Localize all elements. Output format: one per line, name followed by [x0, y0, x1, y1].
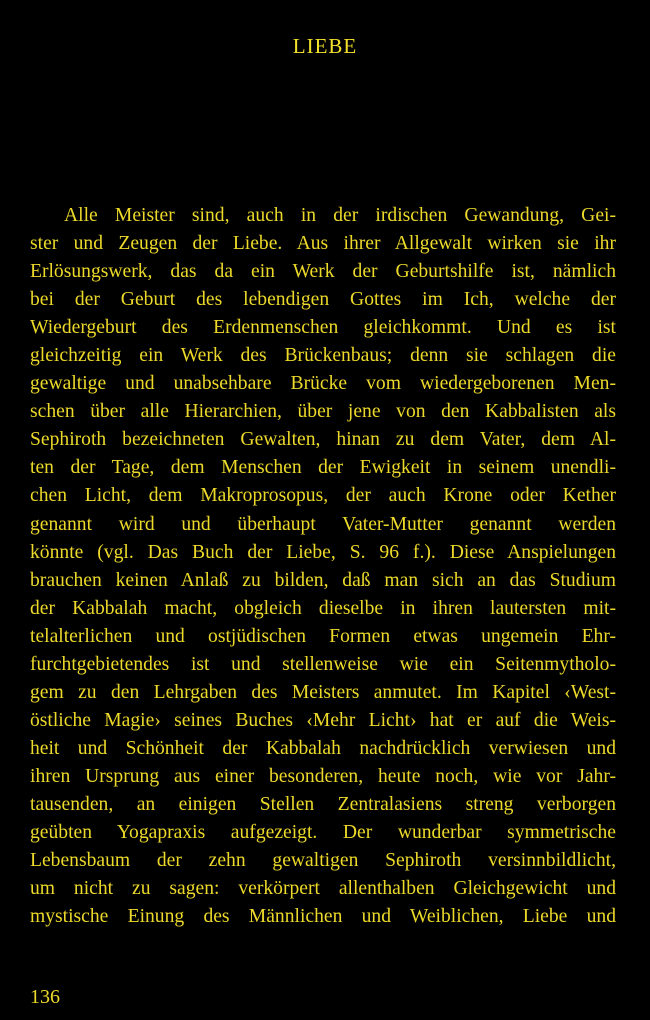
text-line: ihren Ursprung aus einer besonderen, heute noch, wie vor Jahr-: [30, 765, 616, 787]
text-line: heit und Schönheit der Kabbalah nachdrücklich verwiesen und: [30, 737, 616, 759]
text-line: chen Licht, dem Makroprosopus, der auch Krone oder Kether: [30, 485, 616, 507]
text-line: gem zu den Lehrgaben des Meisters anmutet. Im Kapitel ‹West-: [30, 681, 616, 703]
text-line: brauchen keinen Anlaß zu bilden, daß man sich an das Studium: [30, 569, 616, 591]
text-line: Alle Meister sind, auch in der irdischen Gewandung, Gei-: [64, 205, 616, 226]
text-line: Wiedergeburt des Erdenmenschen gleichkommt. Und es ist: [30, 317, 616, 339]
text-line: gleichzeitig ein Werk des Brückenbaus; denn sie schlagen die: [30, 345, 616, 367]
text-line: geübten Yogapraxis aufgezeigt. Der wunderbar symmetrische: [30, 822, 616, 844]
text-line: um nicht zu sagen: verkörpert allenthalben Gleichgewicht und: [30, 878, 616, 900]
text-line: der Kabbalah macht, obgleich dieselbe in ihren lautersten mit-: [30, 597, 616, 619]
body-paragraph: [30, 202, 616, 931]
text-line: Erlösungswerk, das da ein Werk der Geburtshilfe ist, nämlich: [30, 261, 616, 283]
text-line: ten der Tage, dem Menschen der Ewigkeit in seinem unendli-: [30, 457, 616, 479]
text-line: Lebensbaum der zehn gewaltigen Sephiroth versinnbildlicht,: [30, 850, 616, 872]
text-line: ster und Zeugen der Liebe. Aus ihrer Allgewalt wirken sie ihr: [30, 233, 616, 255]
text-line: könnte (vgl. Das Buch der Liebe, S. 96 f.). Diese Anspielungen: [30, 541, 616, 563]
text-line: Sephiroth bezeichneten Gewalten, hinan zu dem Vater, dem Al-: [30, 429, 616, 451]
text-line: telalterlichen und ostjüdischen Formen etwas ungemein Ehr-: [30, 625, 616, 647]
running-header: LIEBE: [292, 34, 358, 58]
text-line: gewaltige und unabsehbare Brücke vom wiedergeborenen Men-: [30, 373, 616, 395]
text-line: furchtgebietendes ist und stellenweise wie ein Seitenmytholo-: [30, 653, 616, 675]
text-line: genannt wird und überhaupt Vater-Mutter genannt werden: [30, 513, 616, 535]
text-line: östliche Magie› seines Buches ‹Mehr Licht› hat er auf die Weis-: [30, 709, 616, 731]
text-line: mystische Einung des Männlichen und Weiblichen, Liebe und: [30, 906, 616, 928]
text-line: bei der Geburt des lebendigen Gottes im Ich, welche der: [30, 289, 616, 311]
text-line: schen über alle Hierarchien, über jene von den Kabbalisten als: [30, 401, 616, 423]
text-line: tausenden, an einigen Stellen Zentralasiens streng verborgen: [30, 793, 616, 815]
page-number: 136: [30, 986, 60, 1008]
